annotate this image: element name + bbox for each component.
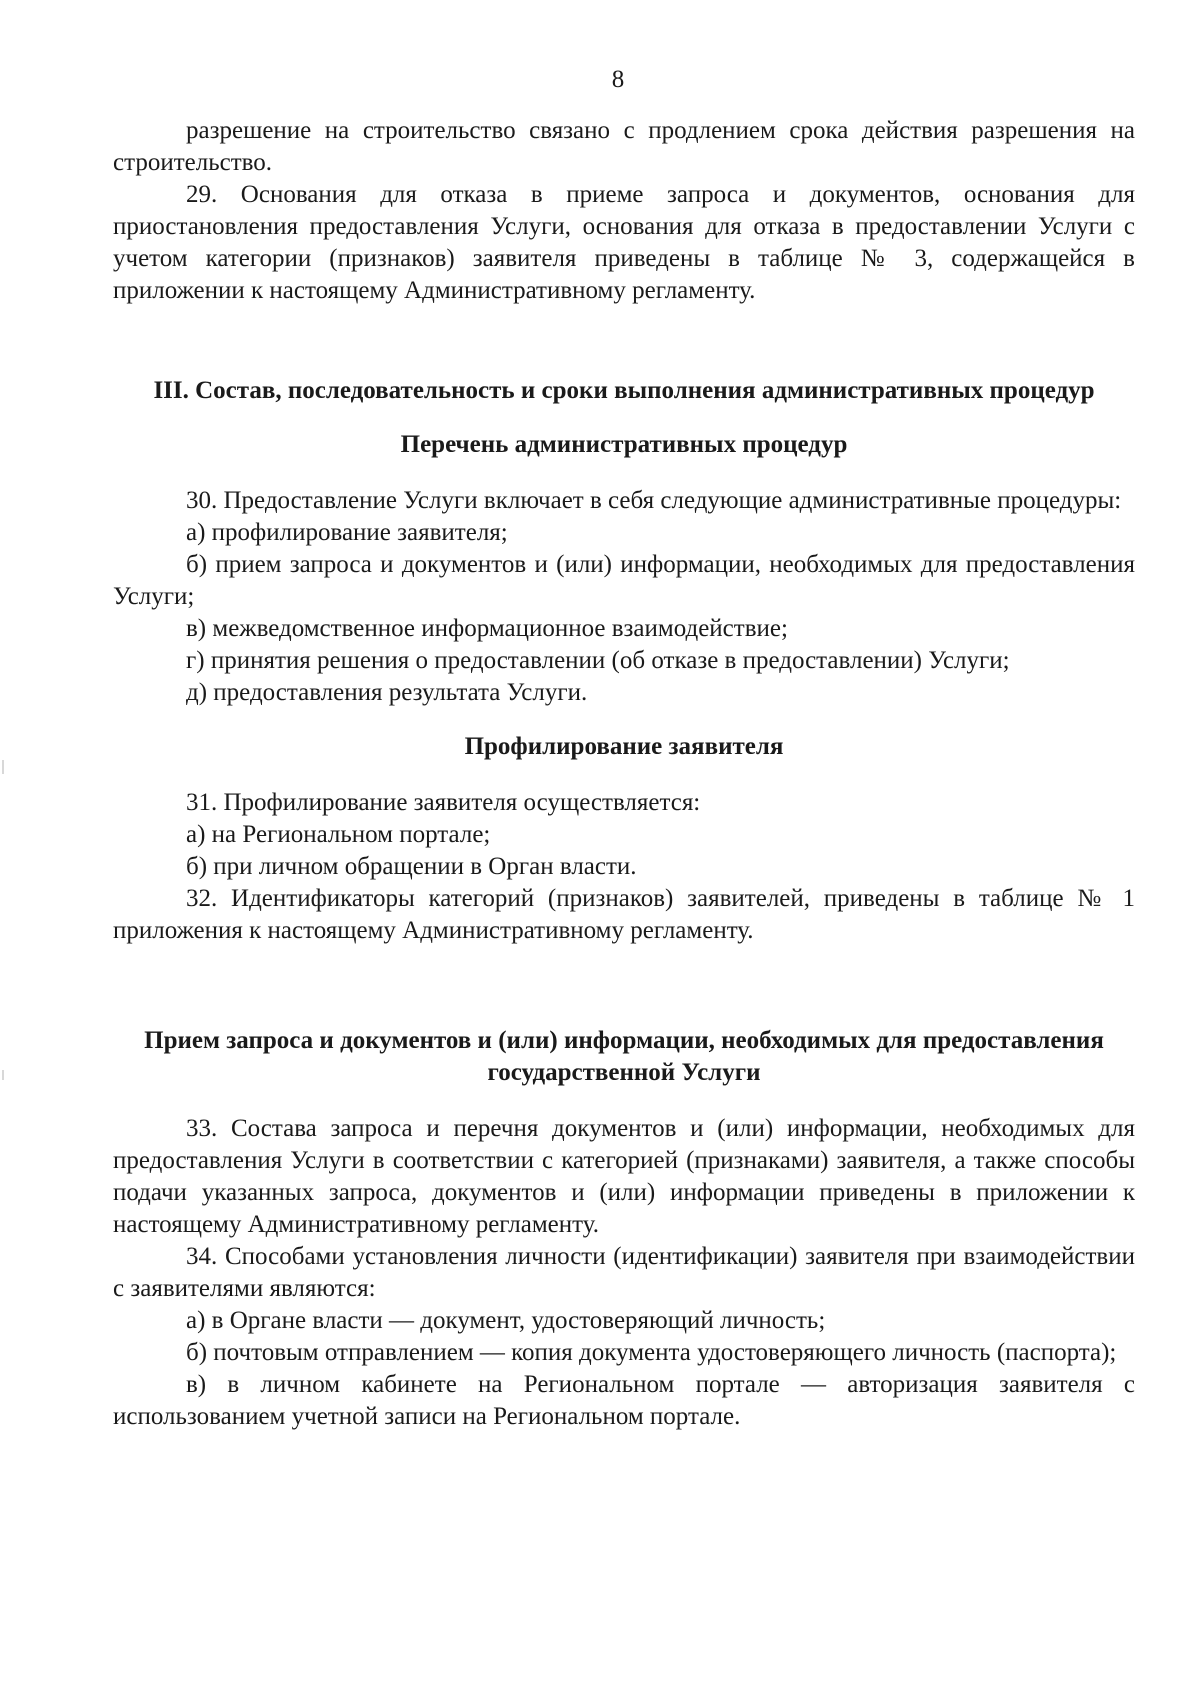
scan-artifact — [2, 1070, 4, 1080]
page-number: 8 — [611, 66, 625, 93]
subsection-title: Перечень административных процедур — [400, 431, 848, 458]
paragraph-31: 31. Профилирование заявителя осуществляется: — [186, 789, 701, 816]
paragraph-30: 30. Предоставление Услуги включает в себя следующие административные процедуры: — [186, 487, 1122, 514]
list-item: в) в личном кабинете на Региональном портале — авторизация заявителя с использованием учетной записи на Региональном портале. — [113, 1371, 1135, 1430]
subsection-title: Профилирование заявителя — [464, 733, 784, 760]
list-item: б) почтовым отправлением — копия документа удостоверяющего личность (паспорта); — [186, 1339, 1117, 1366]
list-item: б) прием запроса и документов и (или) информации, необходимых для предоставления Услуги; — [113, 551, 1135, 610]
list-item: а) в Органе власти — документ, удостоверяющий личность; — [186, 1307, 826, 1334]
list-item: б) при личном обращении в Орган власти. — [186, 853, 637, 880]
list-item: г) принятия решения о предоставлении (об отказе в предоставлении) Услуги; — [186, 647, 1010, 674]
section-title: III. Состав, последовательность и сроки выполнения административных процедур — [153, 377, 1095, 404]
scan-artifact — [2, 760, 4, 774]
list-item: а) на Региональном портале; — [186, 821, 491, 848]
paragraph-32: 32. Идентификаторы категорий (признаков) заявителей, приведены в таблице № 1 приложения к настоящему Административному регламенту. — [113, 885, 1135, 944]
paragraph-29: 29. Основания для отказа в приеме запроса и документов, основания для приостановления предоставления Услуги, основания для отказа в предоставлении Услуги с учетом категории (признаков) заявителя приведены в таблице № 3, содержащейся в приложении к настоящему Административному регламенту. — [113, 181, 1135, 304]
list-item: д) предоставления результата Услуги. — [186, 679, 588, 706]
paragraph-continuation: разрешение на строительство связано с продлением срока действия разрешения на строительство. — [113, 117, 1135, 176]
paragraph-34: 34. Способами установления личности (идентификации) заявителя при взаимодействии с заявителями являются: — [113, 1243, 1135, 1302]
list-item: в) межведомственное информационное взаимодействие; — [186, 615, 788, 642]
list-item: а) профилирование заявителя; — [186, 519, 508, 546]
paragraph-33: 33. Состава запроса и перечня документов и (или) информации, необходимых для предоставления Услуги в соответствии с категорией (признаками) заявителя, а также способы подачи указанных запроса, документов и (или) информации приведены в приложении к настоящему Административному регламенту. — [113, 1115, 1135, 1238]
subsection-title: Прием запроса и документов и (или) информации, необходимых для предоставления государственной Услуги — [144, 1027, 1104, 1086]
document-body — [113, 115, 1135, 1433]
